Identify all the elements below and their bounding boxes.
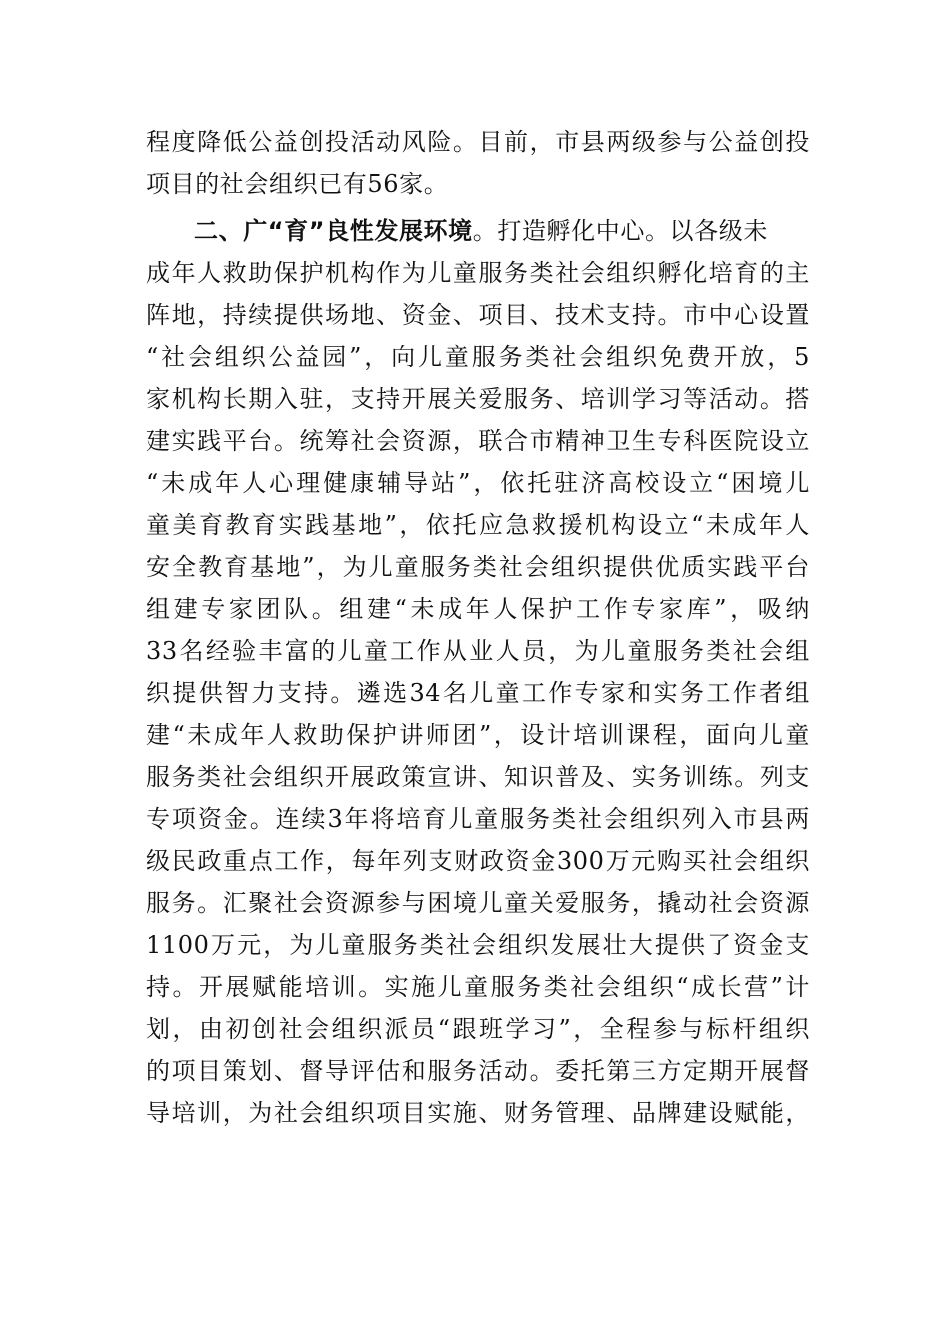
- text-line: 导培训，为社会组织项目实施、财务管理、品牌建设赋能，: [146, 1099, 810, 1127]
- text-line: 划，由初创社会组织派员“跟班学习”，全程参与标杆组织: [146, 1015, 810, 1043]
- text-line: 专项资金。连续3年将培育儿童服务类社会组织列入市县两: [146, 805, 810, 833]
- text-line: 织提供智力支持。遴选34名儿童工作专家和实务工作者组: [146, 679, 810, 707]
- text-line: 成年人救助保护机构作为儿童服务类社会组织孵化培育的主: [146, 259, 810, 287]
- text-line: 项目的社会组织已有56家。: [146, 170, 449, 198]
- text-line: 33名经验丰富的儿童工作从业人员，为儿童服务类社会组: [146, 637, 810, 665]
- text-line: 级民政重点工作，每年列支财政资金300万元购买社会组织: [146, 847, 810, 875]
- text-line: 组建专家团队。组建“未成年人保护工作专家库”，吸纳: [146, 595, 810, 623]
- paragraph-1: [146, 121, 810, 205]
- text-line: 建“未成年人救助保护讲师团”，设计培训课程，面向儿童: [146, 721, 810, 749]
- text-line: 家机构长期入驻，支持开展关爱服务、培训学习等活动。搭: [146, 385, 810, 413]
- text-line: “未成年人心理健康辅导站”，依托驻济高校设立“困境儿: [146, 469, 810, 497]
- paragraph-2: [146, 210, 810, 1134]
- text-line: 持。开展赋能培训。实施儿童服务类社会组织“成长营”计: [146, 973, 810, 1001]
- section-heading: 二、广“育”良性发展环境: [194, 217, 473, 245]
- text-line: 1100万元，为儿童服务类社会组织发展壮大提供了资金支: [146, 931, 810, 959]
- text-line: 服务类社会组织开展政策宣讲、知识普及、实务训练。列支: [146, 763, 810, 791]
- text-line: 服务。汇聚社会资源参与困境儿童关爱服务，撬动社会资源: [146, 889, 810, 917]
- text-segment: 。打造孵化中心。以各级未: [472, 217, 768, 245]
- text-line: “社会组织公益园”，向儿童服务类社会组织免费开放，5: [146, 343, 810, 371]
- text-line: 建实践平台。统筹社会资源，联合市精神卫生专科医院设立: [146, 427, 810, 455]
- text-line: 程度降低公益创投活动风险。目前，市县两级参与公益创投: [146, 128, 810, 156]
- paragraph-first-line: [146, 210, 810, 252]
- text-line: 阵地，持续提供场地、资金、项目、技术支持。市中心设置: [146, 301, 810, 329]
- text-line: 童美育教育实践基地”，依托应急救援机构设立“未成年人: [146, 511, 810, 539]
- text-line: 的项目策划、督导评估和服务活动。委托第三方定期开展督: [146, 1057, 810, 1085]
- text-line: 安全教育基地”，为儿童服务类社会组织提供优质实践平台: [146, 553, 810, 581]
